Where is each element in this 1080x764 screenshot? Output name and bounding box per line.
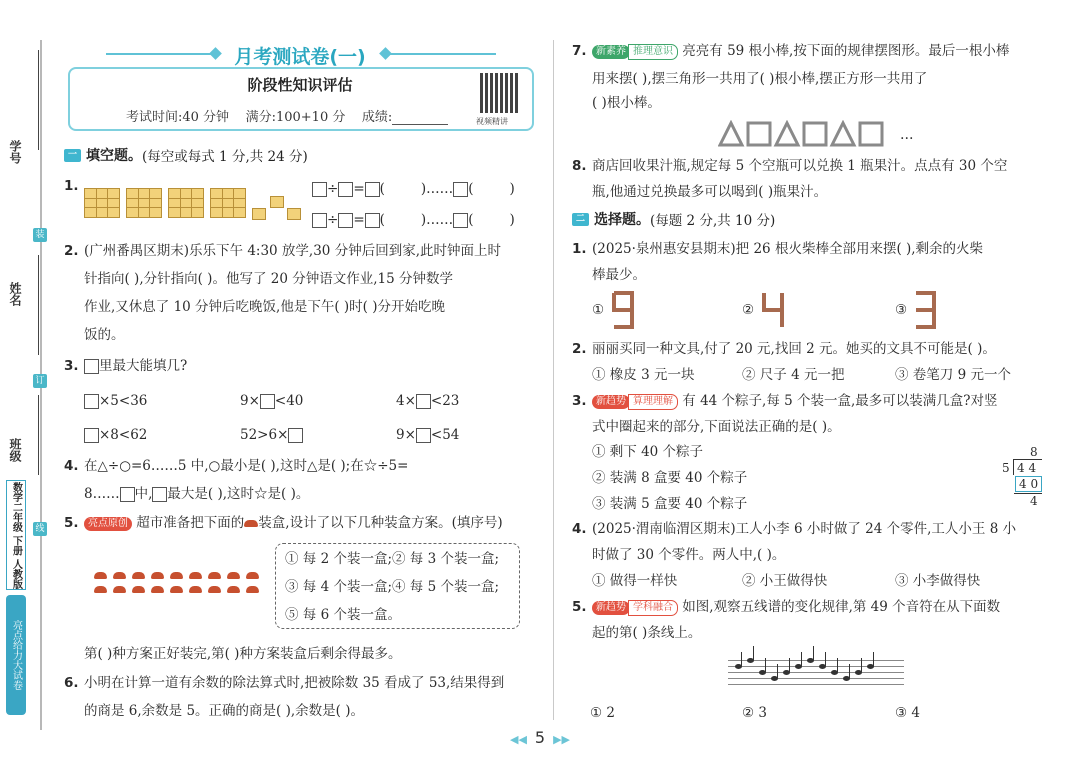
section-note: (每题 2 分,共 10 分) [650,213,776,229]
q3-item: ×8<62 [84,426,147,444]
square-shape [748,123,770,145]
section-multiple-choice [572,209,775,229]
note-stem [777,664,778,678]
dumpling-icon [227,572,240,579]
stick [614,293,632,310]
division-product-circled: 4 0 [1015,476,1042,492]
q2-line: 针指向( ),分针指向( )。他写了 20 分钟语文作业,15 分钟数学 [84,271,453,287]
c3-number: 3. [572,393,587,409]
highlight-badge: 亮点原创 [84,517,132,531]
c4-option[interactable]: ① 做得一样快 [592,573,678,589]
q4-line2: 8…… 中, 最大是( ),这时☆是( )。 [84,486,310,502]
exam-title: 月考测试卷(一) [234,46,366,68]
badge-new-trend: 新趋势 [592,601,630,615]
exam-header [66,40,534,132]
section-title: 选择题。 [594,212,650,228]
blank-box[interactable] [453,182,468,197]
badge-new-trend: 新趋势 [592,395,630,409]
q6-line2: 的商是 6,余数是 5。正确的商是( ),余数是( )。 [84,703,364,719]
q3-number: 3. [64,358,79,374]
q5-answer-line: 第( )种方案正好装完,第( )种方案装盒后剩余得最多。 [84,646,402,662]
page-footer [0,728,1080,747]
q3-prompt: 里最大能填几? [84,357,187,375]
exam-info [126,106,448,125]
score-label: 成绩: [361,110,393,125]
c2-option[interactable]: ① 橡皮 3 元一块 [592,367,695,383]
blank-box [152,487,167,502]
c2-option[interactable]: ③ 卷笔刀 9 元一个 [895,367,1011,383]
cube-hundred [84,188,120,218]
q6-number: 6. [64,675,79,691]
matchstick-four [760,290,786,330]
q7-line2: 用来摆( ),摆三角形一共用了( )根小棒,摆正方形一共用了 [592,71,928,87]
badge-interdisciplinary: 学科融合 [628,600,678,616]
c4-line2: 时做了 30 个零件。两人中,( )。 [592,547,786,563]
c2-line1: 丽丽买同一种文具,付了 20 元,找回 2 元。她买的文具不可能是( )。 [592,341,996,357]
mark-zhuang: 装 [33,228,47,242]
next-arrow-icon: ▶▶ [553,733,571,746]
q2-line: 作业,又休息了 10 分钟后吃晚饭,他是下午( )时( )分开始吃晚 [84,299,445,315]
exam-subtitle: 阶段性知识评估 [247,76,353,94]
blank-box[interactable] [365,182,380,197]
c1-number: 1. [572,241,587,257]
blank-box[interactable] [453,213,468,228]
dumpling-icon [170,572,183,579]
blank-box [120,487,135,502]
q1-row1: ÷ = ( )…… ( ) [312,180,515,198]
q8-line1: 商店回收果汁瓶,规定每 5 个空瓶可以兑换 1 瓶果汁。点点有 30 个空 [592,158,1008,174]
c4-number: 4. [572,521,587,537]
mark-xian: 线 [33,522,47,536]
q5-text: 亮点原创 超市准备把下面的 装盒,设计了以下几种装盒方案。(填序号) [84,514,503,532]
pattern-svg [718,120,898,148]
c1-option-marker[interactable]: ① [592,302,605,318]
cube-unit [252,208,266,220]
q3-item: 9× <54 [396,427,460,443]
badge-reasoning: 推理意识 [628,44,678,60]
q8-number: 8. [572,158,587,174]
staff-line [728,672,904,673]
blank-box[interactable] [312,182,327,197]
c5-option[interactable]: ① 2 [590,705,615,721]
q2-line: (广州番禺区期末)乐乐下午 4:30 放学,30 分钟后回到家,此时钟面上时 [84,243,501,259]
dumpling-icon [94,586,107,593]
note-stem [837,658,838,672]
column-divider [553,40,554,720]
dumpling-icon [208,586,221,593]
qr-caption: 视频精讲 [476,117,508,126]
dumpling-icon [132,572,145,579]
division-dividend: 4 4 [1017,461,1037,475]
blank-box[interactable] [260,394,275,409]
prev-arrow-icon: ◀◀ [509,733,527,746]
q8-line2: 瓶,他通过兑换最多可以喝到( )瓶果汁。 [592,184,828,200]
q7-line1: 新素养 推理意识 亮亮有 59 根小棒,按下面的规律摆图形。最后一根小棒 [592,42,1009,60]
section-title: 填空题。 [86,148,142,164]
c5-line1: 新趋势 学科融合 如图,观察五线谱的变化规律,第 49 个音符在从下面数 [592,598,1000,616]
class-blank[interactable] [38,395,39,475]
dumpling-icon [244,520,258,527]
c5-line2: 起的第( )条线上。 [592,625,702,641]
q2-number: 2. [64,243,79,259]
dumpling-icon [227,586,240,593]
blank-box[interactable] [288,428,303,443]
staff-line [728,684,904,685]
division-quotient: 8 [1030,445,1038,459]
dumpling-icon [246,586,259,593]
note-stem [873,652,874,666]
square-shape [804,123,826,145]
q5-number: 5. [64,515,79,531]
q4-line1: 在△÷○=6……5 中,○最小是( ),这时△是( );在☆÷5= [84,458,409,474]
blank-box[interactable] [338,182,353,197]
blank-box [84,359,99,374]
c1-line1: (2025·泉州惠安县期末)把 26 根火柴棒全部用来摆( ),剩余的火柴 [592,241,984,257]
dumpling-icon [246,572,259,579]
dumpling-icon [94,572,107,579]
c3-line1: 新趋势 算理理解 有 44 个粽子,每 5 个装一盒,最多可以装满几盒?对竖 [592,392,998,410]
c1-option-marker[interactable]: ③ [895,302,908,318]
blank-box[interactable] [365,213,380,228]
square-shape [860,123,882,145]
pattern-ellipsis: … [900,127,914,143]
cube-hundred [210,188,246,218]
section-marker: 二 [572,213,589,226]
q7-number: 7. [572,43,587,59]
c3-option[interactable]: ① 剩下 40 个粽子 [592,444,704,460]
dumpling-icon [113,572,126,579]
exam-time: 考试时间:40 分钟 [126,110,230,125]
badge-arithmetic: 算理理解 [628,394,678,410]
matchstick-nine [610,290,636,330]
triangle-shape [720,123,742,145]
series-label: 亮点给力大试卷 [6,595,26,715]
q3-item: 9× <40 [240,393,304,409]
c5-option[interactable]: ③ 4 [895,705,920,721]
c3-option[interactable]: ② 装满 8 盒要 40 个粽子 [592,470,748,486]
dumpling-icon [208,572,221,579]
q6-line1: 小明在计算一道有余数的除法算式时,把被除数 35 看成了 53,结果得到 [84,675,505,691]
grade-label: 数学二年级 下册 人教版 [6,480,26,590]
staff-line [728,660,904,661]
dumpling-icon [151,572,164,579]
section-note: (每空或每式 1 分,共 24 分) [142,149,308,165]
q4-number: 4. [64,458,79,474]
cube-unit [287,208,301,220]
mark-ding: 订 [33,374,47,388]
dumpling-icon [151,586,164,593]
q3-item: 4× <23 [396,393,460,409]
triangle-shape [776,123,798,145]
c2-option[interactable]: ② 尺子 4 元一把 [742,367,845,383]
cube-unit [270,196,284,208]
c3-option[interactable]: ③ 装满 5 盒要 40 个粽子 [592,496,748,512]
dumpling-icon [170,586,183,593]
student-id-label: 学号 [8,140,22,164]
note-stem [753,646,754,660]
blank-box[interactable] [338,213,353,228]
dumpling-icon [189,586,202,593]
badge-new-literacy: 新素养 [592,45,630,59]
c5-option[interactable]: ② 3 [742,705,767,721]
section-fill-blank [64,145,308,165]
q1-row2: ÷ = ( )…… ( ) [312,211,515,229]
c2-number: 2. [572,341,587,357]
blank-box[interactable] [416,428,431,443]
cube-hundred [168,188,204,218]
blank-box[interactable] [416,394,431,409]
blank-box[interactable] [84,428,99,443]
score-blank[interactable] [392,113,448,125]
c3-line2: 式中圈起来的部分,下面说法正确的是( )。 [592,419,841,435]
c1-line2: 棒最少。 [592,267,646,283]
triangle-shape [832,123,854,145]
packing-option: ① 每 2 个装一盒;② 每 3 个装一盒; [285,551,500,567]
matchstick-three [912,290,938,330]
name-blank[interactable] [38,255,39,355]
q3-item: 52>6× [240,426,303,444]
blank-box[interactable] [84,394,99,409]
q3-item: ×5<36 [84,392,147,410]
staff-line [728,666,904,667]
note-stem [765,658,766,672]
note-stem [813,646,814,660]
staff-line [728,678,904,679]
qr-code-icon[interactable] [480,73,520,113]
division-divisor: 5 [1002,461,1010,475]
c1-option-marker[interactable]: ② [742,302,755,318]
class-label: 班级 [8,438,22,462]
title-deco-right [386,53,496,55]
note-stem [789,658,790,672]
stick [764,293,782,310]
q7-line3: ( )根小棒。 [592,95,661,111]
note-stem [861,658,862,672]
full-score: 满分:100+10 分 [245,110,346,125]
c4-option[interactable]: ② 小王做得快 [742,573,828,589]
page-number: 5 [534,728,546,747]
student-id-blank[interactable] [38,50,39,150]
section-marker: 一 [64,149,81,162]
c4-line1: (2025·渭南临渭区期末)工人小李 6 小时做了 24 个零件,工人小王 8 小 [592,521,1017,537]
note-stem [849,664,850,678]
dumpling-icon [113,586,126,593]
dumplings-illustration [94,572,264,602]
q1-number: 1. [64,178,79,194]
c5-number: 5. [572,599,587,615]
blank-box[interactable] [312,213,327,228]
dumpling-icon [189,572,202,579]
q2-line: 饭的。 [84,327,125,343]
cube-hundred [126,188,162,218]
note-stem [741,652,742,666]
note-stem [801,652,802,666]
packing-option: ③ 每 4 个装一盒;④ 每 5 个装一盒; [285,579,500,595]
c4-option[interactable]: ③ 小李做得快 [895,573,981,589]
dumpling-icon [132,586,145,593]
note-stem [825,652,826,666]
division-remainder: 4 [1030,494,1038,508]
packing-option: ⑤ 每 6 个装一盒。 [285,607,401,623]
binding-strip [0,0,58,764]
name-label: 姓名 [8,282,22,306]
